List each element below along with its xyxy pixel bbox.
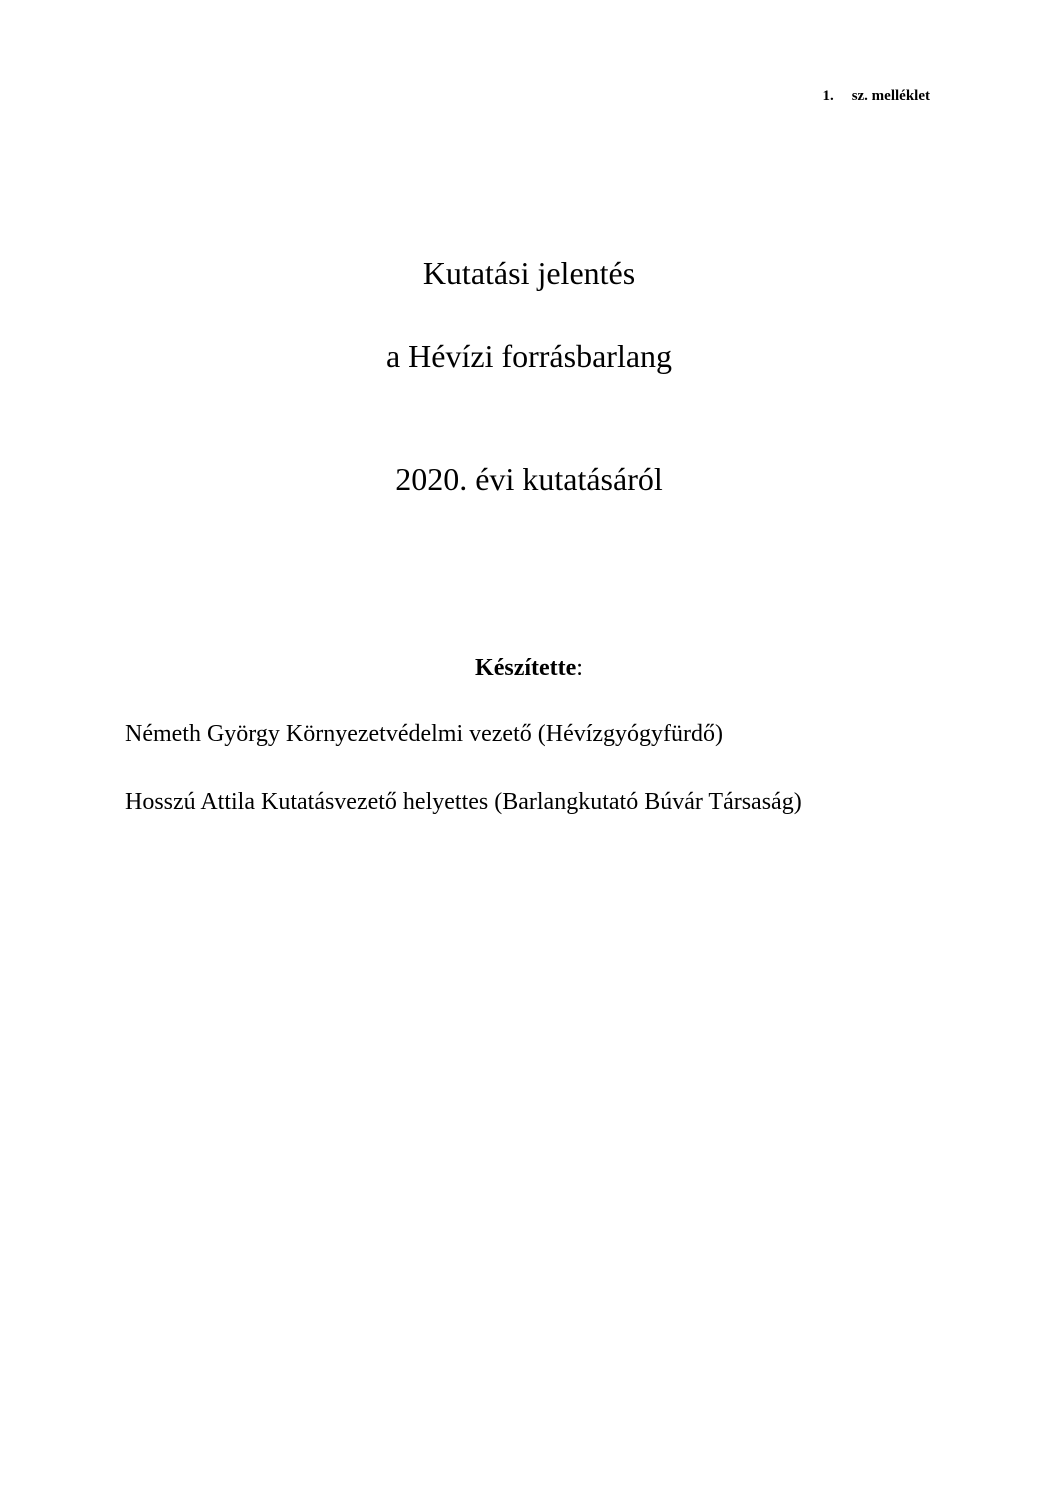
annex-number: 1.: [822, 88, 834, 104]
prepared-by-label: Készítette: [475, 655, 577, 681]
author-line: Hosszú Attila Kutatásvezető helyettes (Barlangkutató Búvár Társaság): [125, 789, 802, 815]
author-line: Németh György Környezetvédelmi vezető (Hévízgyógyfürdő): [125, 721, 724, 747]
report-title-line-1: Kutatási jelentés: [422, 255, 636, 291]
prepared-by-heading: [0, 652, 1058, 684]
prepared-by-colon: :: [576, 655, 583, 681]
report-title-line-3: 2020. évi kutatásáról: [395, 461, 663, 497]
report-title-line-2: a Hévízi forrásbarlang: [385, 338, 673, 374]
annex-label: [0, 88, 930, 105]
annex-text: sz. melléklet: [851, 88, 930, 104]
